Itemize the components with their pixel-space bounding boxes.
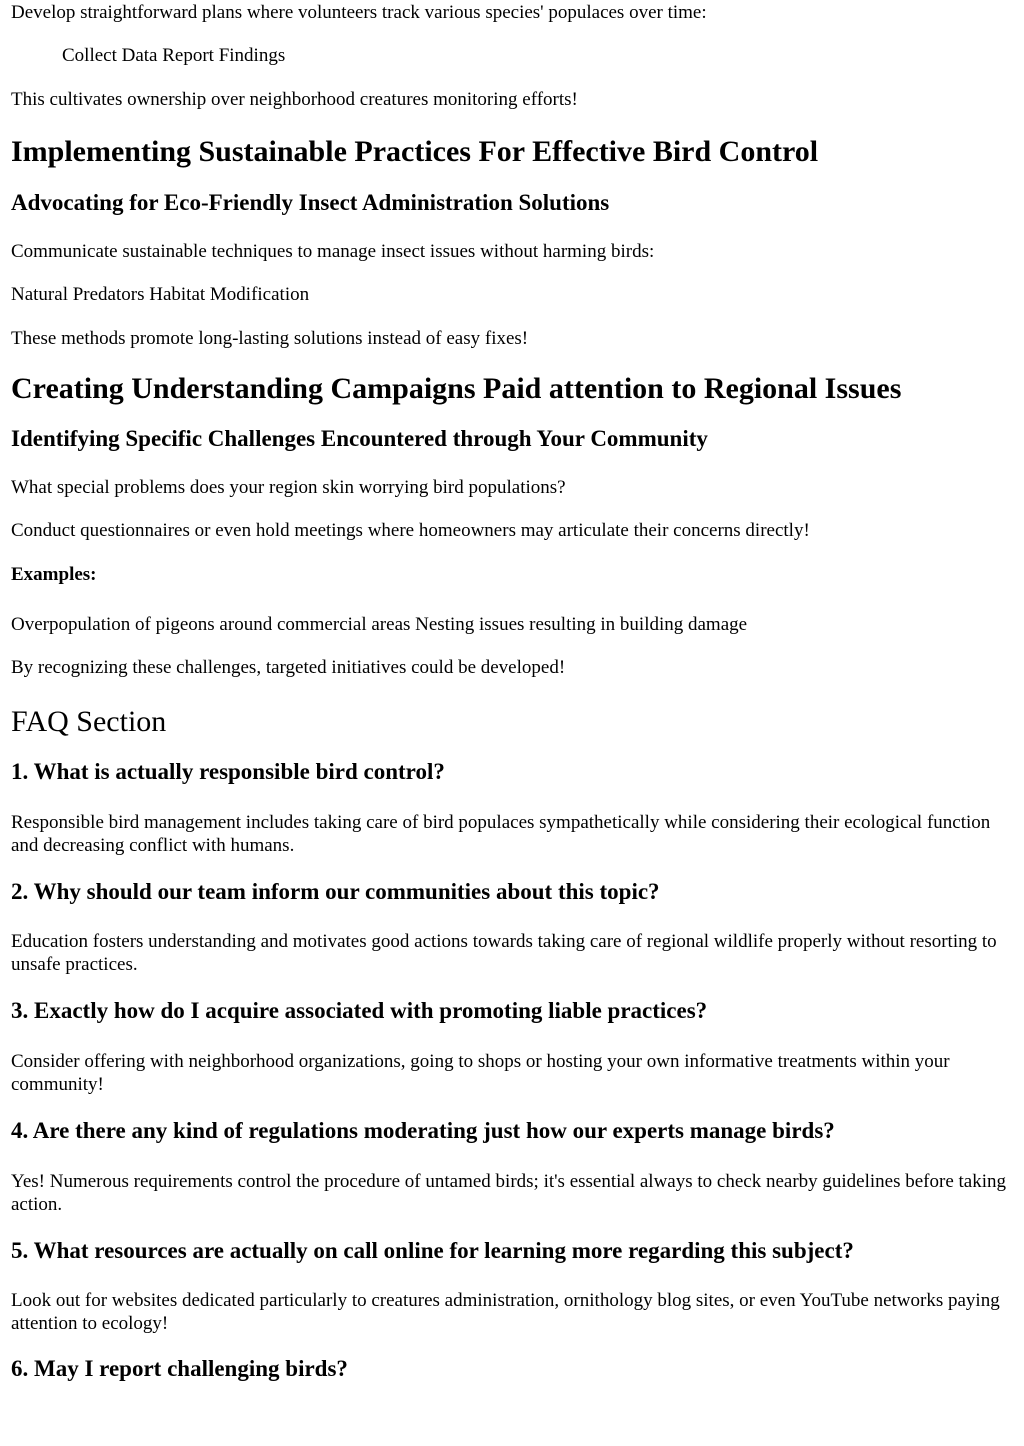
eco-friendly-insect-subheading: Advocating for Eco-Friendly Insect Administration Solutions <box>11 190 610 215</box>
campaigns-heading: Creating Understanding Campaigns Paid attention to Regional Issues <box>11 372 902 405</box>
faq-answer-4: Yes! Numerous requirements control the procedure of untamed birds; it's essential always to check nearby guidelines before taking action. <box>11 1171 1007 1215</box>
faq-answer-2: Education fosters understanding and motivates good actions towards taking care of regional wildlife properly without resorting to unsafe practices. <box>11 931 997 975</box>
monitoring-intro-paragraph: Develop straightforward plans where volunteers track various species' populaces over time: <box>11 2 707 23</box>
sustainable-intro-paragraph: Communicate sustainable techniques to manage insect issues without harming birds: <box>11 241 655 262</box>
sustainable-practices-heading: Implementing Sustainable Practices For Effective Bird Control <box>11 135 819 168</box>
faq-question-2: 2. Why should our team inform our communities about this topic? <box>11 879 660 904</box>
faq-question-3: 3. Exactly how do I acquire associated with promoting liable practices? <box>11 998 708 1023</box>
campaigns-advice-paragraph: Conduct questionnaires or even hold meetings where homeowners may articulate their concerns directly! <box>11 520 810 541</box>
sustainable-outro-paragraph: These methods promote long-lasting solutions instead of easy fixes! <box>11 328 529 349</box>
faq-question-4: 4. Are there any kind of regulations moderating just how our experts manage birds? <box>11 1118 835 1143</box>
monitoring-steps-list: Collect Data Report Findings <box>62 45 286 66</box>
faq-answer-5: Look out for websites dedicated particularly to creatures administration, ornithology blog sites, or even YouTube networks paying attention to ecology! <box>11 1290 1000 1334</box>
monitoring-outro-paragraph: This cultivates ownership over neighborhood creatures monitoring efforts! <box>11 89 578 110</box>
faq-question-1: 1. What is actually responsible bird control? <box>11 759 445 784</box>
faq-answer-1: Responsible bird management includes taking care of bird populaces sympathetically while considering their ecological function and decreasing conflict with humans. <box>11 812 991 856</box>
faq-question-6: 6. May I report challenging birds? <box>11 1356 348 1381</box>
faq-question-5: 5. What resources are actually on call online for learning more regarding this subject? <box>11 1238 854 1263</box>
faq-answer-3: Consider offering with neighborhood organizations, going to shops or hosting your own informative treatments within your community! <box>11 1051 950 1095</box>
examples-label: Examples: <box>11 564 97 585</box>
examples-list: Overpopulation of pigeons around commercial areas Nesting issues resulting in building damage <box>11 614 748 635</box>
specific-challenges-subheading: Identifying Specific Challenges Encountered through Your Community <box>11 426 708 451</box>
faq-heading: FAQ Section <box>11 705 167 738</box>
sustainable-methods-list: Natural Predators Habitat Modification <box>11 284 310 305</box>
campaigns-question-paragraph: What special problems does your region skin worrying bird populations? <box>11 477 566 498</box>
campaigns-outro-paragraph: By recognizing these challenges, targeted initiatives could be developed! <box>11 657 566 678</box>
